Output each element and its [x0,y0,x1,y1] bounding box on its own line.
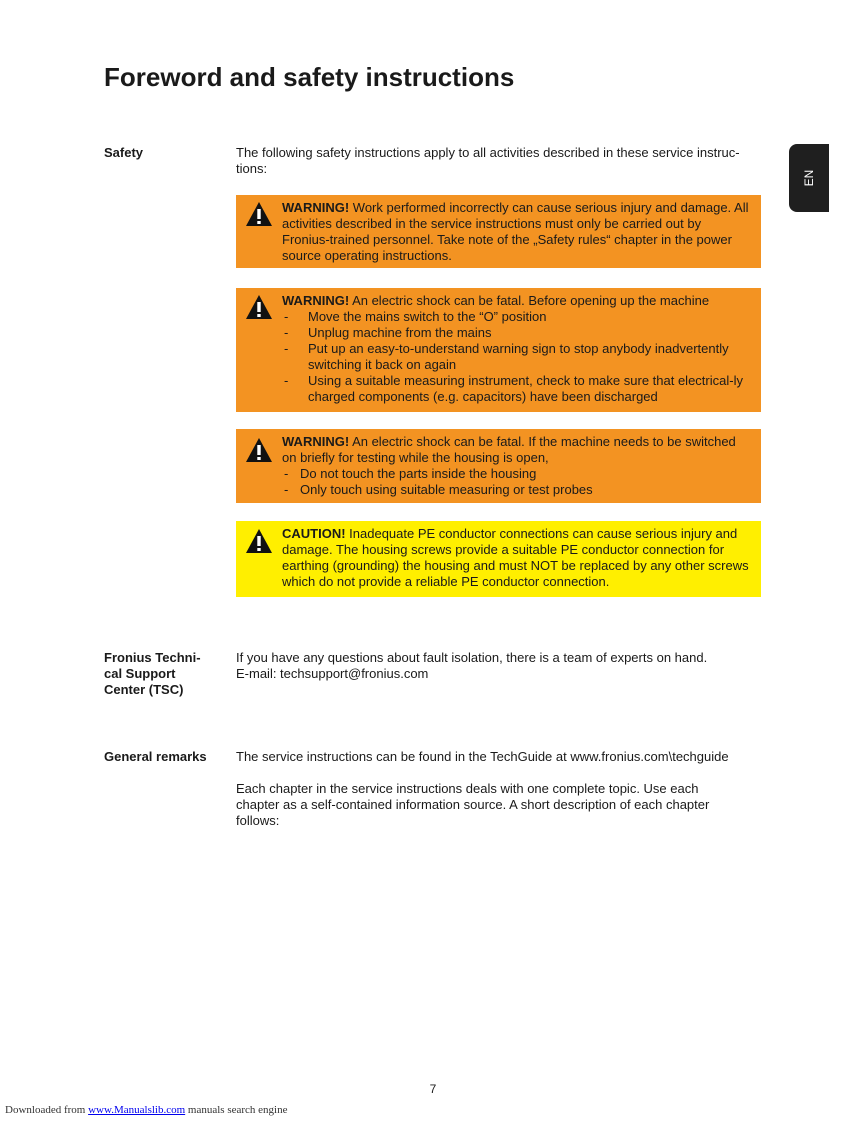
warning-box-1 [236,195,761,268]
warning-triangle-icon [245,201,273,227]
warning-steps-list [282,466,751,498]
list-item: - Unplug machine from the mains [282,325,751,341]
caution-label: CAUTION! [282,526,346,541]
caution-box [236,521,761,597]
caution-triangle-icon [245,528,273,554]
warning-text: Work performed incorrectly can cause serious injury and damage. All activities described in the service instructions must only be carried out by Fronius-trained personnel. Take note of the „Safety rules“ chapter in the power source operating instructions. [282,200,749,263]
warning-label: WARNING! [282,200,350,215]
tsc-heading-line: Center (TSC) [104,682,184,697]
language-tab-label: EN [802,169,816,187]
warning-text: An electric shock can be fatal. If the machine needs to be switched on briefly for testing while the housing is open, [282,434,736,465]
footer-suffix: manuals search engine [185,1104,288,1116]
page-number: 7 [429,1082,437,1096]
remarks-paragraph-1: The service instructions can be found in the TechGuide at www.fronius.com\techguide [236,749,729,764]
warning-text: An electric shock can be fatal. Before opening up the machine [349,293,710,308]
tsc-line: If you have any questions about fault isolation, there is a team of experts on hand. [236,650,708,665]
safety-heading: Safety [104,145,144,160]
warning-box-2 [236,288,761,412]
safety-intro: The following safety instructions apply to all activities described in these service instruc-tions: [236,145,740,176]
tsc-heading [104,650,214,698]
download-footer [5,1104,287,1116]
warning-box-3 [236,429,761,503]
page-title: Foreword and safety instructions [104,62,515,92]
footer-prefix: Downloaded from [5,1104,89,1116]
list-item: - Do not touch the parts inside the housing [282,466,751,482]
manualslib-link[interactable]: www.Manualslib.com [88,1104,186,1116]
list-item: - Move the mains switch to the “O” position [282,309,751,325]
list-item: - Using a suitable measuring instrument, check to make sure that electrical-ly charged components (e.g. capacitors) have been discharged [282,373,751,405]
warning-steps-list [282,309,751,405]
tsc-heading-line: Fronius Techni- [104,650,201,665]
remarks-paragraph-2: Each chapter in the service instructions deals with one complete topic. Use each chapter as a self-contained information source. A short description of each chapter follows: [236,781,710,828]
list-item: - Put up an easy-to-understand warning sign to stop anybody inadvertently switching it back on again [282,341,751,373]
tsc-email: E-mail: techsupport@fronius.com [236,666,429,681]
remarks-heading: General remarks [104,749,207,764]
warning-label: WARNING! [282,434,350,449]
tsc-heading-line: cal Support [104,666,176,681]
tsc-text [236,650,766,682]
warning-triangle-icon [245,437,273,463]
warning-label: WARNING! [282,293,350,308]
caution-text: Inadequate PE conductor connections can cause serious injury and damage. The housing screws provide a suitable PE conductor connection for earthing (grounding) the housing and must NOT be replaced by any other screws which do not provide a reliable PE conductor connection. [282,526,749,589]
list-item: - Only touch using suitable measuring or test probes [282,482,751,498]
language-tab[interactable] [789,144,829,212]
warning-triangle-icon [245,294,273,320]
